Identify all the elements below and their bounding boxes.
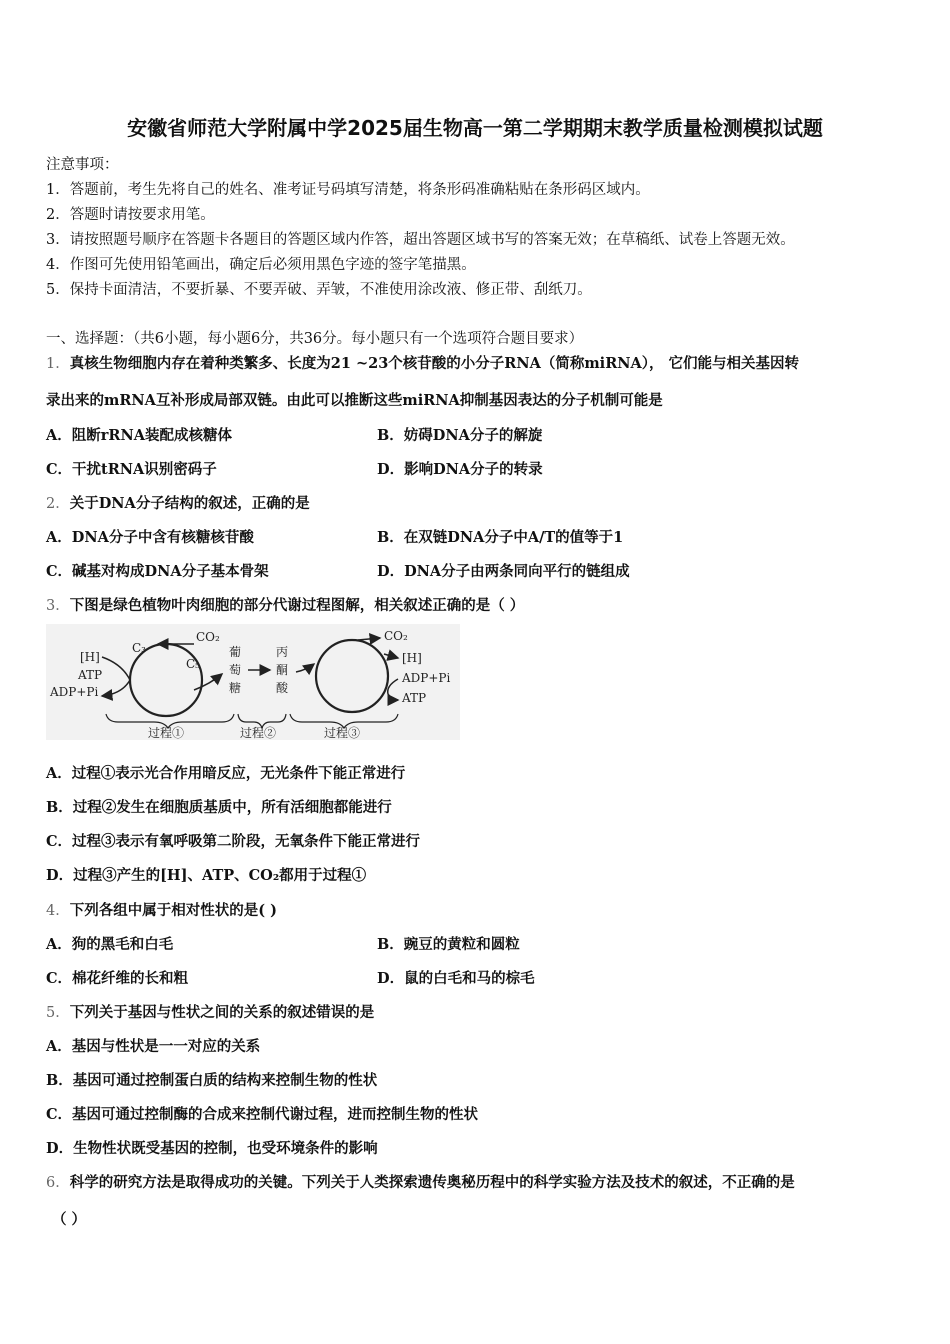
section-heading: 一、选择题：（共6小题，每小题6分，共36分。每小题只有一个选项符合题目要求）	[46, 331, 584, 347]
option-d: D．鼠的白毛和马的棕毛	[377, 970, 535, 987]
option-d: D．过程③产生的[H]、ATP、CO₂都用于过程①	[46, 867, 367, 884]
notice-item: 1．答题前，考生先将自己的姓名、准考证号码填写清楚，将条形码准确粘贴在条形码区域内。	[46, 182, 650, 198]
pyruvate-char-2: 酮	[276, 663, 289, 677]
to-cycle-arrow	[296, 664, 314, 672]
question-number: 1．	[46, 356, 70, 372]
question-1-stem-cont: 录出来的mRNA互补形成局部双链。由此可以推断这些miRNA抑制基因表达的分子机制可能是	[46, 392, 663, 409]
question-number: 5．	[46, 1005, 70, 1021]
glucose-char-3: 糖	[229, 681, 242, 695]
h-left-label: [H]	[80, 650, 100, 664]
question-5-stem	[46, 1001, 374, 1022]
question-3-stem	[46, 594, 524, 615]
option-c: C．干扰tRNA识别密码子	[46, 461, 217, 478]
atp-left-label: ATP	[78, 668, 103, 682]
option-a: A．狗的黑毛和白毛	[46, 936, 174, 953]
option-d: D．生物性状既受基因的控制，也受环境条件的影响	[46, 1140, 378, 1157]
notice-heading: 注意事项：	[46, 157, 119, 173]
krebs-cycle-circle	[316, 640, 388, 712]
option-a: A．DNA分子中含有核糖核苷酸	[46, 529, 254, 546]
h-out-arrow	[384, 654, 398, 658]
notice-item: 2．答题时请按要求用笔。	[46, 207, 215, 223]
metabolism-diagram-svg	[46, 624, 460, 740]
co2-label: CO₂	[196, 630, 220, 644]
pyruvate-char-1: 丙	[276, 645, 289, 659]
to-glucose-arrow	[194, 674, 222, 690]
adp-left-label: ADP+Pi	[50, 685, 99, 699]
atp-out-arrow	[388, 679, 398, 700]
question-text: 下列关于基因与性状之间的关系的叙述错误的是	[69, 1004, 375, 1021]
notice-item: 3．请按照题号顺序在答题卡各题目的答题区域内作答，超出答题区域书写的答案无效；在草稿纸、试卷上答题无效。	[46, 232, 795, 248]
h-right-label: [H]	[402, 651, 422, 665]
process1-label: 过程①	[148, 726, 185, 740]
question-text: 下列各组中属于相对性状的是( )	[69, 902, 278, 919]
option-d: D．影响DNA分子的转录	[377, 461, 543, 478]
option-d: D．DNA分子由两条同向平行的链组成	[377, 563, 630, 580]
question-2-stem	[46, 492, 310, 513]
notice-item: 5．保持卡面清洁，不要折暴、不要弄破、弄皱，不准使用涂改液、修正带、刮纸刀。	[46, 282, 592, 298]
notice-item: 4．作图可先使用铅笔画出，确定后必须用黑色字迹的签字笔描黑。	[46, 257, 476, 273]
c3-label: C₃	[132, 641, 146, 655]
glucose-char-1: 葡	[229, 645, 242, 659]
option-b: B．基因可通过控制蛋白质的结构来控制生物的性状	[46, 1072, 378, 1089]
question-6-stem-cont: （ ）	[52, 1211, 87, 1228]
process3-label: 过程③	[324, 726, 361, 740]
atp-right-label: ATP	[402, 691, 427, 705]
question-number: 3．	[46, 598, 70, 614]
question-text: 关于DNA分子结构的叙述，正确的是	[69, 495, 310, 512]
option-b: B．豌豆的黄粒和圆粒	[377, 936, 520, 953]
option-c: C．碱基对构成DNA分子基本骨架	[46, 563, 269, 580]
energy-arrow	[102, 657, 130, 696]
question-text: 真核生物细胞内存在着种类繁多、长度为21 ~23个核苷酸的小分子RNA（简称miRNA）， 它们能与相关基因转	[69, 355, 800, 372]
option-a: A．基因与性状是一一对应的关系	[46, 1038, 261, 1055]
option-b: B．妨碍DNA分子的解旋	[377, 427, 543, 444]
question-number: 4．	[46, 903, 70, 919]
question-text: 科学的研究方法是取得成功的关键。下列关于人类探索遗传奥秘历程中的科学实验方法及技术的叙述，不正确的是	[69, 1174, 795, 1191]
question-1-stem	[46, 352, 799, 373]
adp-right-label: ADP+Pi	[402, 671, 451, 685]
glucose-char-2: 萄	[229, 663, 242, 677]
option-c: C．基因可通过控制酶的合成来控制代谢过程，进而控制生物的性状	[46, 1106, 479, 1123]
option-c: C．棉花纤维的长和粗	[46, 970, 189, 987]
option-c: C．过程③表示有氧呼吸第二阶段，无氧条件下能正常进行	[46, 833, 421, 850]
metabolism-diagram	[46, 624, 460, 740]
page-title: 安徽省师范大学附属中学2025届生物高一第二学期期末教学质量检测模拟试题	[127, 116, 823, 140]
co2-out-arrow	[358, 638, 380, 640]
option-a: A．阻断rRNA装配成核糖体	[46, 427, 232, 444]
c5-label: C₅	[186, 657, 200, 671]
option-b: B．在双链DNA分子中A/T的值等于1	[377, 529, 624, 546]
process2-label: 过程②	[240, 726, 277, 740]
co2-right-label: CO₂	[384, 629, 408, 643]
question-6-stem	[46, 1171, 795, 1192]
option-a: A．过程①表示光合作用暗反应，无光条件下能正常进行	[46, 765, 406, 782]
question-number: 2．	[46, 496, 70, 512]
question-text: 下图是绿色植物叶肉细胞的部分代谢过程图解，相关叙述正确的是（ ）	[69, 597, 525, 614]
option-b: B．过程②发生在细胞质基质中，所有活细胞都能进行	[46, 799, 392, 816]
pyruvate-char-3: 酸	[276, 681, 289, 695]
question-number: 6．	[46, 1175, 70, 1191]
question-4-stem	[46, 899, 277, 920]
